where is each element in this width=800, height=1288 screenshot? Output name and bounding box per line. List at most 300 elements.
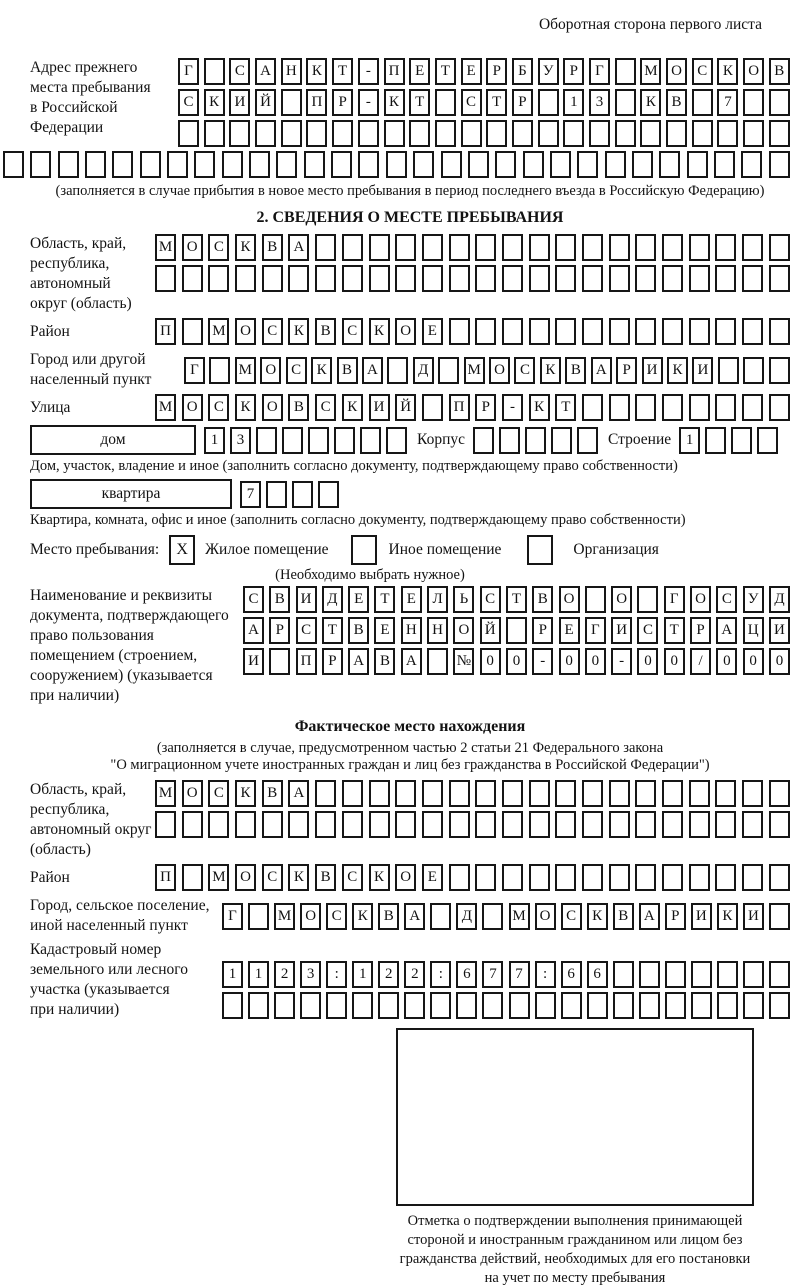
char-cell[interactable] — [635, 811, 656, 838]
char-cell[interactable] — [538, 120, 559, 147]
char-cell[interactable] — [609, 780, 630, 807]
char-cell[interactable] — [502, 780, 523, 807]
char-cell[interactable]: В — [337, 357, 358, 384]
char-cell[interactable] — [155, 265, 176, 292]
char-cell[interactable] — [475, 811, 496, 838]
char-cell[interactable] — [509, 992, 530, 1019]
char-cell[interactable] — [662, 265, 683, 292]
char-cell[interactable] — [577, 427, 598, 454]
char-cell[interactable]: Р — [690, 617, 711, 644]
char-cell[interactable]: Т — [332, 58, 353, 85]
char-cell[interactable]: - — [611, 648, 632, 675]
char-cell[interactable] — [112, 151, 133, 178]
char-cell[interactable]: И — [692, 357, 713, 384]
char-cell[interactable]: К — [540, 357, 561, 384]
char-cell[interactable]: : — [535, 961, 556, 988]
char-cell[interactable]: О — [182, 394, 203, 421]
char-cell[interactable]: С — [315, 394, 336, 421]
char-cell[interactable]: К — [717, 58, 738, 85]
char-cell[interactable] — [58, 151, 79, 178]
char-cell[interactable] — [369, 780, 390, 807]
char-cell[interactable] — [640, 120, 661, 147]
char-cell[interactable]: М — [464, 357, 485, 384]
char-cell[interactable]: 1 — [679, 427, 700, 454]
char-cell[interactable]: П — [306, 89, 327, 116]
char-cell[interactable]: О — [559, 586, 580, 613]
char-cell[interactable] — [555, 318, 576, 345]
char-cell[interactable]: Е — [348, 586, 369, 613]
char-cell[interactable] — [635, 318, 656, 345]
char-cell[interactable] — [715, 234, 736, 261]
char-cell[interactable]: К — [587, 903, 608, 930]
char-cell[interactable]: П — [296, 648, 317, 675]
char-cell[interactable] — [300, 992, 321, 1019]
char-cell[interactable]: Д — [322, 586, 343, 613]
char-cell[interactable]: А — [401, 648, 422, 675]
char-cell[interactable] — [182, 265, 203, 292]
char-cell[interactable] — [386, 151, 407, 178]
char-cell[interactable]: Т — [506, 586, 527, 613]
char-cell[interactable]: Б — [512, 58, 533, 85]
char-cell[interactable] — [395, 811, 416, 838]
char-cell[interactable] — [535, 992, 556, 1019]
char-cell[interactable]: С — [692, 58, 713, 85]
char-cell[interactable]: К — [667, 357, 688, 384]
char-cell[interactable] — [334, 427, 355, 454]
char-cell[interactable]: Т — [486, 89, 507, 116]
char-cell[interactable]: В — [532, 586, 553, 613]
char-cell[interactable] — [475, 318, 496, 345]
char-cell[interactable] — [666, 120, 687, 147]
char-cell[interactable]: А — [591, 357, 612, 384]
char-cell[interactable] — [358, 151, 379, 178]
char-cell[interactable] — [689, 864, 710, 891]
char-cell[interactable] — [563, 120, 584, 147]
char-cell[interactable] — [395, 780, 416, 807]
char-cell[interactable]: Г — [664, 586, 685, 613]
char-cell[interactable] — [715, 265, 736, 292]
char-cell[interactable] — [266, 481, 287, 508]
char-cell[interactable]: Т — [664, 617, 685, 644]
char-cell[interactable]: Р — [665, 903, 686, 930]
char-cell[interactable] — [342, 234, 363, 261]
char-cell[interactable]: 3 — [589, 89, 610, 116]
char-cell[interactable] — [208, 811, 229, 838]
char-cell[interactable] — [318, 481, 339, 508]
char-cell[interactable]: П — [449, 394, 470, 421]
char-cell[interactable]: О — [535, 903, 556, 930]
checkbox-organization[interactable] — [527, 535, 553, 565]
char-cell[interactable]: У — [743, 586, 764, 613]
char-cell[interactable] — [456, 992, 477, 1019]
char-cell[interactable]: Т — [322, 617, 343, 644]
char-cell[interactable] — [613, 992, 634, 1019]
char-cell[interactable]: В — [565, 357, 586, 384]
char-cell[interactable]: : — [430, 961, 451, 988]
char-cell[interactable] — [538, 89, 559, 116]
char-cell[interactable]: А — [255, 58, 276, 85]
char-cell[interactable]: 1 — [563, 89, 584, 116]
char-cell[interactable]: П — [384, 58, 405, 85]
char-cell[interactable] — [613, 961, 634, 988]
char-cell[interactable] — [306, 120, 327, 147]
char-cell[interactable] — [689, 265, 710, 292]
char-cell[interactable] — [609, 394, 630, 421]
char-cell[interactable] — [662, 394, 683, 421]
char-cell[interactable] — [182, 864, 203, 891]
char-cell[interactable]: Т — [374, 586, 395, 613]
char-cell[interactable]: И — [369, 394, 390, 421]
char-cell[interactable]: К — [369, 864, 390, 891]
char-cell[interactable]: И — [611, 617, 632, 644]
char-cell[interactable] — [438, 357, 459, 384]
char-cell[interactable] — [178, 120, 199, 147]
char-cell[interactable] — [502, 318, 523, 345]
char-cell[interactable] — [404, 992, 425, 1019]
char-cell[interactable]: 3 — [230, 427, 251, 454]
char-cell[interactable]: Д — [413, 357, 434, 384]
char-cell[interactable]: С — [286, 357, 307, 384]
char-cell[interactable] — [235, 811, 256, 838]
char-cell[interactable]: В — [269, 586, 290, 613]
char-cell[interactable]: И — [229, 89, 250, 116]
char-cell[interactable] — [281, 120, 302, 147]
char-cell[interactable] — [615, 120, 636, 147]
char-cell[interactable] — [717, 961, 738, 988]
char-cell[interactable]: Е — [422, 318, 443, 345]
char-cell[interactable] — [315, 265, 336, 292]
char-cell[interactable]: 7 — [717, 89, 738, 116]
char-cell[interactable] — [605, 151, 626, 178]
char-cell[interactable]: А — [243, 617, 264, 644]
char-cell[interactable]: Й — [395, 394, 416, 421]
char-cell[interactable] — [3, 151, 24, 178]
char-cell[interactable]: О — [690, 586, 711, 613]
char-cell[interactable]: С — [480, 586, 501, 613]
char-cell[interactable]: 7 — [482, 961, 503, 988]
char-cell[interactable] — [315, 780, 336, 807]
char-cell[interactable] — [577, 151, 598, 178]
char-cell[interactable] — [167, 151, 188, 178]
char-cell[interactable]: П — [155, 318, 176, 345]
char-cell[interactable] — [512, 120, 533, 147]
char-cell[interactable]: 2 — [404, 961, 425, 988]
char-cell[interactable] — [384, 120, 405, 147]
char-cell[interactable] — [609, 234, 630, 261]
char-cell[interactable] — [222, 992, 243, 1019]
char-cell[interactable]: О — [235, 864, 256, 891]
char-cell[interactable]: 0 — [480, 648, 501, 675]
char-cell[interactable] — [468, 151, 489, 178]
char-cell[interactable]: П — [155, 864, 176, 891]
char-cell[interactable] — [281, 89, 302, 116]
char-cell[interactable] — [551, 427, 572, 454]
char-cell[interactable]: С — [229, 58, 250, 85]
char-cell[interactable]: Р — [512, 89, 533, 116]
char-cell[interactable]: № — [453, 648, 474, 675]
char-cell[interactable]: Р — [532, 617, 553, 644]
char-cell[interactable]: М — [274, 903, 295, 930]
char-cell[interactable]: О — [743, 58, 764, 85]
char-cell[interactable] — [742, 234, 763, 261]
char-cell[interactable] — [609, 318, 630, 345]
char-cell[interactable] — [262, 811, 283, 838]
apartment-box[interactable]: квартира — [30, 479, 232, 509]
char-cell[interactable] — [386, 427, 407, 454]
char-cell[interactable] — [235, 265, 256, 292]
char-cell[interactable] — [718, 357, 739, 384]
char-cell[interactable] — [276, 151, 297, 178]
char-cell[interactable] — [441, 151, 462, 178]
char-cell[interactable]: Е — [559, 617, 580, 644]
char-cell[interactable]: 6 — [561, 961, 582, 988]
char-cell[interactable] — [495, 151, 516, 178]
char-cell[interactable] — [715, 811, 736, 838]
char-cell[interactable]: М — [208, 318, 229, 345]
char-cell[interactable] — [475, 265, 496, 292]
char-cell[interactable]: О — [395, 864, 416, 891]
char-cell[interactable]: М — [235, 357, 256, 384]
char-cell[interactable] — [582, 780, 603, 807]
char-cell[interactable] — [582, 394, 603, 421]
char-cell[interactable]: Н — [401, 617, 422, 644]
char-cell[interactable]: Н — [281, 58, 302, 85]
char-cell[interactable]: 3 — [300, 961, 321, 988]
char-cell[interactable] — [639, 992, 660, 1019]
char-cell[interactable] — [422, 811, 443, 838]
char-cell[interactable] — [342, 811, 363, 838]
char-cell[interactable] — [587, 992, 608, 1019]
char-cell[interactable]: / — [690, 648, 711, 675]
char-cell[interactable]: Л — [427, 586, 448, 613]
char-cell[interactable]: О — [182, 234, 203, 261]
checkbox-other-premises[interactable] — [351, 535, 377, 565]
char-cell[interactable] — [331, 151, 352, 178]
char-cell[interactable]: - — [532, 648, 553, 675]
char-cell[interactable] — [609, 265, 630, 292]
char-cell[interactable] — [689, 811, 710, 838]
char-cell[interactable]: Р — [563, 58, 584, 85]
char-cell[interactable] — [615, 89, 636, 116]
char-cell[interactable]: А — [288, 234, 309, 261]
char-cell[interactable]: М — [155, 780, 176, 807]
char-cell[interactable] — [769, 234, 790, 261]
checkbox-residential[interactable]: X — [169, 535, 195, 565]
char-cell[interactable] — [529, 864, 550, 891]
char-cell[interactable] — [582, 864, 603, 891]
char-cell[interactable]: М — [208, 864, 229, 891]
char-cell[interactable]: Р — [486, 58, 507, 85]
char-cell[interactable] — [315, 234, 336, 261]
char-cell[interactable] — [502, 265, 523, 292]
char-cell[interactable] — [689, 394, 710, 421]
char-cell[interactable]: У — [538, 58, 559, 85]
char-cell[interactable] — [326, 992, 347, 1019]
char-cell[interactable] — [502, 234, 523, 261]
char-cell[interactable] — [639, 961, 660, 988]
char-cell[interactable]: С — [208, 394, 229, 421]
char-cell[interactable] — [274, 992, 295, 1019]
char-cell[interactable] — [769, 89, 790, 116]
char-cell[interactable] — [449, 811, 470, 838]
char-cell[interactable]: О — [235, 318, 256, 345]
char-cell[interactable]: Ц — [743, 617, 764, 644]
char-cell[interactable]: 1 — [204, 427, 225, 454]
char-cell[interactable] — [715, 318, 736, 345]
char-cell[interactable] — [523, 151, 544, 178]
char-cell[interactable]: О — [666, 58, 687, 85]
char-cell[interactable]: К — [717, 903, 738, 930]
char-cell[interactable] — [369, 265, 390, 292]
char-cell[interactable] — [304, 151, 325, 178]
char-cell[interactable] — [665, 961, 686, 988]
char-cell[interactable]: Й — [255, 89, 276, 116]
char-cell[interactable] — [332, 120, 353, 147]
char-cell[interactable] — [360, 427, 381, 454]
char-cell[interactable]: О — [611, 586, 632, 613]
char-cell[interactable]: С — [342, 318, 363, 345]
char-cell[interactable] — [288, 265, 309, 292]
char-cell[interactable]: 7 — [240, 481, 261, 508]
char-cell[interactable]: К — [384, 89, 405, 116]
char-cell[interactable] — [715, 394, 736, 421]
char-cell[interactable]: О — [489, 357, 510, 384]
char-cell[interactable] — [482, 903, 503, 930]
char-cell[interactable]: Д — [769, 586, 790, 613]
char-cell[interactable] — [449, 318, 470, 345]
char-cell[interactable] — [662, 864, 683, 891]
char-cell[interactable] — [208, 265, 229, 292]
char-cell[interactable]: 1 — [248, 961, 269, 988]
char-cell[interactable]: Р — [269, 617, 290, 644]
char-cell[interactable]: С — [461, 89, 482, 116]
char-cell[interactable]: К — [311, 357, 332, 384]
char-cell[interactable] — [589, 120, 610, 147]
char-cell[interactable] — [715, 780, 736, 807]
char-cell[interactable] — [529, 265, 550, 292]
char-cell[interactable] — [194, 151, 215, 178]
char-cell[interactable]: С — [342, 864, 363, 891]
char-cell[interactable]: О — [453, 617, 474, 644]
char-cell[interactable] — [692, 120, 713, 147]
char-cell[interactable] — [435, 89, 456, 116]
char-cell[interactable]: К — [235, 780, 256, 807]
char-cell[interactable] — [717, 992, 738, 1019]
char-cell[interactable]: 1 — [352, 961, 373, 988]
char-cell[interactable] — [140, 151, 161, 178]
char-cell[interactable]: И — [769, 617, 790, 644]
char-cell[interactable] — [229, 120, 250, 147]
char-cell[interactable]: 0 — [716, 648, 737, 675]
char-cell[interactable]: М — [509, 903, 530, 930]
char-cell[interactable] — [435, 120, 456, 147]
char-cell[interactable]: С — [262, 318, 283, 345]
char-cell[interactable] — [369, 234, 390, 261]
char-cell[interactable]: К — [235, 394, 256, 421]
char-cell[interactable]: Д — [456, 903, 477, 930]
char-cell[interactable] — [743, 992, 764, 1019]
char-cell[interactable] — [342, 265, 363, 292]
char-cell[interactable]: О — [262, 394, 283, 421]
char-cell[interactable]: С — [561, 903, 582, 930]
char-cell[interactable] — [769, 151, 790, 178]
char-cell[interactable]: Е — [401, 586, 422, 613]
char-cell[interactable] — [769, 961, 790, 988]
char-cell[interactable]: В — [666, 89, 687, 116]
char-cell[interactable] — [743, 961, 764, 988]
char-cell[interactable] — [204, 58, 225, 85]
char-cell[interactable] — [635, 234, 656, 261]
char-cell[interactable]: Т — [555, 394, 576, 421]
char-cell[interactable] — [555, 811, 576, 838]
char-cell[interactable] — [449, 265, 470, 292]
char-cell[interactable]: - — [502, 394, 523, 421]
char-cell[interactable] — [422, 780, 443, 807]
char-cell[interactable] — [689, 780, 710, 807]
char-cell[interactable] — [689, 318, 710, 345]
char-cell[interactable] — [387, 357, 408, 384]
char-cell[interactable] — [585, 586, 606, 613]
char-cell[interactable]: 0 — [585, 648, 606, 675]
char-cell[interactable]: В — [288, 394, 309, 421]
char-cell[interactable]: А — [288, 780, 309, 807]
char-cell[interactable] — [582, 318, 603, 345]
char-cell[interactable]: К — [529, 394, 550, 421]
char-cell[interactable] — [757, 427, 778, 454]
char-cell[interactable] — [635, 265, 656, 292]
char-cell[interactable]: И — [296, 586, 317, 613]
char-cell[interactable]: 2 — [378, 961, 399, 988]
char-cell[interactable] — [743, 120, 764, 147]
char-cell[interactable] — [659, 151, 680, 178]
char-cell[interactable]: Й — [480, 617, 501, 644]
char-cell[interactable]: К — [306, 58, 327, 85]
char-cell[interactable]: Ь — [453, 586, 474, 613]
char-cell[interactable]: С — [262, 864, 283, 891]
char-cell[interactable]: В — [378, 903, 399, 930]
char-cell[interactable]: К — [204, 89, 225, 116]
char-cell[interactable] — [743, 357, 764, 384]
char-cell[interactable]: К — [288, 318, 309, 345]
char-cell[interactable] — [525, 427, 546, 454]
char-cell[interactable] — [182, 811, 203, 838]
char-cell[interactable] — [742, 394, 763, 421]
char-cell[interactable] — [742, 864, 763, 891]
char-cell[interactable]: Е — [409, 58, 430, 85]
char-cell[interactable] — [615, 58, 636, 85]
char-cell[interactable] — [502, 811, 523, 838]
char-cell[interactable] — [769, 357, 790, 384]
char-cell[interactable] — [769, 318, 790, 345]
char-cell[interactable] — [502, 864, 523, 891]
char-cell[interactable]: М — [155, 234, 176, 261]
char-cell[interactable] — [691, 961, 712, 988]
char-cell[interactable] — [155, 811, 176, 838]
char-cell[interactable] — [422, 394, 443, 421]
char-cell[interactable] — [662, 811, 683, 838]
char-cell[interactable]: И — [743, 903, 764, 930]
char-cell[interactable]: Р — [322, 648, 343, 675]
char-cell[interactable] — [473, 427, 494, 454]
char-cell[interactable] — [691, 992, 712, 1019]
char-cell[interactable] — [635, 864, 656, 891]
char-cell[interactable] — [342, 780, 363, 807]
char-cell[interactable]: К — [342, 394, 363, 421]
char-cell[interactable]: В — [315, 864, 336, 891]
char-cell[interactable] — [705, 427, 726, 454]
char-cell[interactable] — [529, 318, 550, 345]
char-cell[interactable] — [742, 265, 763, 292]
